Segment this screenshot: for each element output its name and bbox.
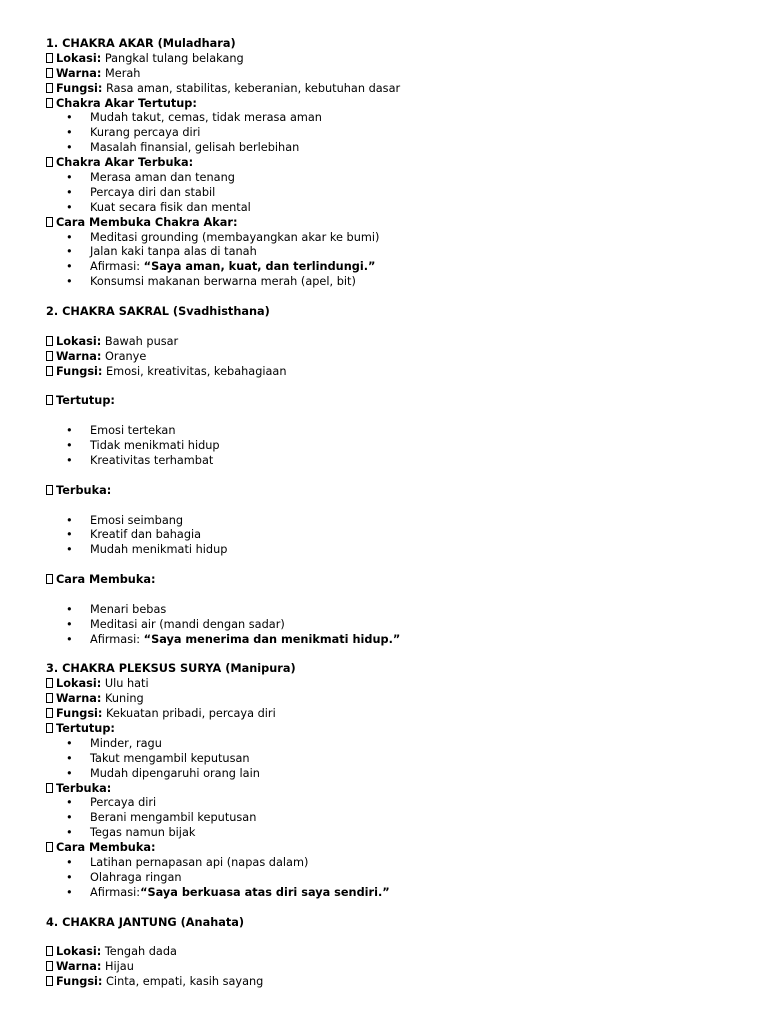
fungsi-label: Fungsi: xyxy=(56,364,103,378)
membuka-label: Cara Membuka: xyxy=(56,573,156,587)
membuka-label: Cara Membuka: xyxy=(56,841,156,855)
list-item: • Tegas namun bijak xyxy=(66,826,196,840)
tertutup-label: Chakra Akar Tertutup: xyxy=(56,96,197,110)
fungsi-value: Cinta, empati, kasih sayang xyxy=(106,975,264,989)
list-item: • Mudah dipengaruhi orang lain xyxy=(66,766,260,780)
list-item: • Olahraga ringan xyxy=(66,870,182,884)
placeholder-glyph-icon xyxy=(46,83,53,93)
lokasi-label: Lokasi: xyxy=(56,51,102,65)
placeholder-glyph-icon xyxy=(46,485,53,495)
warna-value: Merah xyxy=(105,66,141,80)
terbuka-label: Terbuka: xyxy=(56,483,112,497)
placeholder-glyph-icon xyxy=(46,976,53,986)
list-item: • Meditasi grounding (membayangkan akar ke bumi) xyxy=(66,230,380,244)
list-item: • Masalah finansial, gelisah berlebihan xyxy=(66,141,300,155)
list-item: • Kurang percaya diri xyxy=(66,126,201,140)
list-item: • Mudah menikmati hidup xyxy=(66,543,228,557)
document-page xyxy=(46,37,736,990)
placeholder-glyph-icon xyxy=(46,723,53,733)
list-item: • Tidak menikmati hidup xyxy=(66,439,220,453)
placeholder-glyph-icon xyxy=(46,336,53,346)
placeholder-glyph-icon xyxy=(46,366,53,376)
placeholder-glyph-icon xyxy=(46,217,53,227)
list-item-afirmasi: • Afirmasi: “Saya aman, kuat, dan terlindungi.” xyxy=(66,260,376,274)
lokasi-value: Tengah dada xyxy=(104,945,177,959)
list-item-afirmasi: • Afirmasi:“Saya berkuasa atas diri saya sendiri.” xyxy=(66,885,390,899)
list-item: • Jalan kaki tanpa alas di tanah xyxy=(66,245,257,259)
placeholder-glyph-icon xyxy=(46,946,53,956)
placeholder-glyph-icon xyxy=(46,53,53,63)
warna-value: Kuning xyxy=(105,692,144,706)
list-item: • Merasa aman dan tenang xyxy=(66,171,235,185)
placeholder-glyph-icon xyxy=(46,961,53,971)
terbuka-label: Chakra Akar Terbuka: xyxy=(56,156,194,170)
list-item: • Emosi seimbang xyxy=(66,513,184,527)
placeholder-glyph-icon xyxy=(46,783,53,793)
lokasi-label: Lokasi: xyxy=(56,945,102,959)
fungsi-value: Emosi, kreativitas, kebahagiaan xyxy=(106,364,287,378)
list-item: • Mudah takut, cemas, tidak merasa aman xyxy=(66,111,322,125)
placeholder-glyph-icon xyxy=(46,395,53,405)
list-item: • Percaya diri xyxy=(66,796,157,810)
placeholder-glyph-icon xyxy=(46,708,53,718)
list-item: • Latihan pernapasan api (napas dalam) xyxy=(66,855,309,869)
warna-value: Hijau xyxy=(105,960,134,974)
section-2-title: 2. CHAKRA SAKRAL (Svadhisthana) xyxy=(46,305,270,319)
terbuka-label: Terbuka: xyxy=(56,781,112,795)
list-item-afirmasi: • Afirmasi: “Saya menerima dan menikmati hidup.” xyxy=(66,632,401,646)
warna-label: Warna: xyxy=(56,66,102,80)
section-1-title: 1. CHAKRA AKAR (Muladhara) xyxy=(46,37,236,50)
list-item: • Percaya diri dan stabil xyxy=(66,185,216,199)
warna-label: Warna: xyxy=(56,692,102,706)
section-4-title: 4. CHAKRA JANTUNG (Anahata) xyxy=(46,915,245,929)
warna-value: Oranye xyxy=(105,349,147,363)
fungsi-label: Fungsi: xyxy=(56,707,103,721)
list-item: • Takut mengambil keputusan xyxy=(66,751,250,765)
list-item: • Berani mengambil keputusan xyxy=(66,811,257,825)
list-item: • Kreativitas terhambat xyxy=(66,453,214,467)
tertutup-label: Tertutup: xyxy=(56,394,115,408)
list-item: • Emosi tertekan xyxy=(66,424,176,438)
lokasi-value: Pangkal tulang belakang xyxy=(104,51,244,65)
list-item: • Kuat secara fisik dan mental xyxy=(66,200,251,214)
lokasi-value: Bawah pusar xyxy=(104,334,179,348)
fungsi-label: Fungsi: xyxy=(56,975,103,989)
placeholder-glyph-icon xyxy=(46,157,53,167)
placeholder-glyph-icon xyxy=(46,351,53,361)
placeholder-glyph-icon xyxy=(46,98,53,108)
warna-label: Warna: xyxy=(56,349,102,363)
warna-label: Warna: xyxy=(56,960,102,974)
list-item: • Konsumsi makanan berwarna merah (apel, bit) xyxy=(66,275,356,289)
fungsi-value: Kekuatan pribadi, percaya diri xyxy=(106,707,276,721)
placeholder-glyph-icon xyxy=(46,574,53,584)
lokasi-label: Lokasi: xyxy=(56,677,102,691)
placeholder-glyph-icon xyxy=(46,678,53,688)
placeholder-glyph-icon xyxy=(46,68,53,78)
section-3-title: 3. CHAKRA PLEKSUS SURYA (Manipura) xyxy=(46,662,296,676)
list-item: • Kreatif dan bahagia xyxy=(66,528,202,542)
lokasi-label: Lokasi: xyxy=(56,334,102,348)
list-item: • Menari bebas xyxy=(66,602,167,616)
fungsi-value: Rasa aman, stabilitas, keberanian, kebutuhan dasar xyxy=(106,81,401,95)
fungsi-label: Fungsi: xyxy=(56,81,103,95)
list-item: • Meditasi air (mandi dengan sadar) xyxy=(66,617,285,631)
placeholder-glyph-icon xyxy=(46,693,53,703)
membuka-label: Cara Membuka Chakra Akar: xyxy=(56,215,238,229)
tertutup-label: Tertutup: xyxy=(56,721,115,735)
placeholder-glyph-icon xyxy=(46,842,53,852)
lokasi-value: Ulu hati xyxy=(104,677,149,691)
list-item: • Minder, ragu xyxy=(66,736,162,750)
